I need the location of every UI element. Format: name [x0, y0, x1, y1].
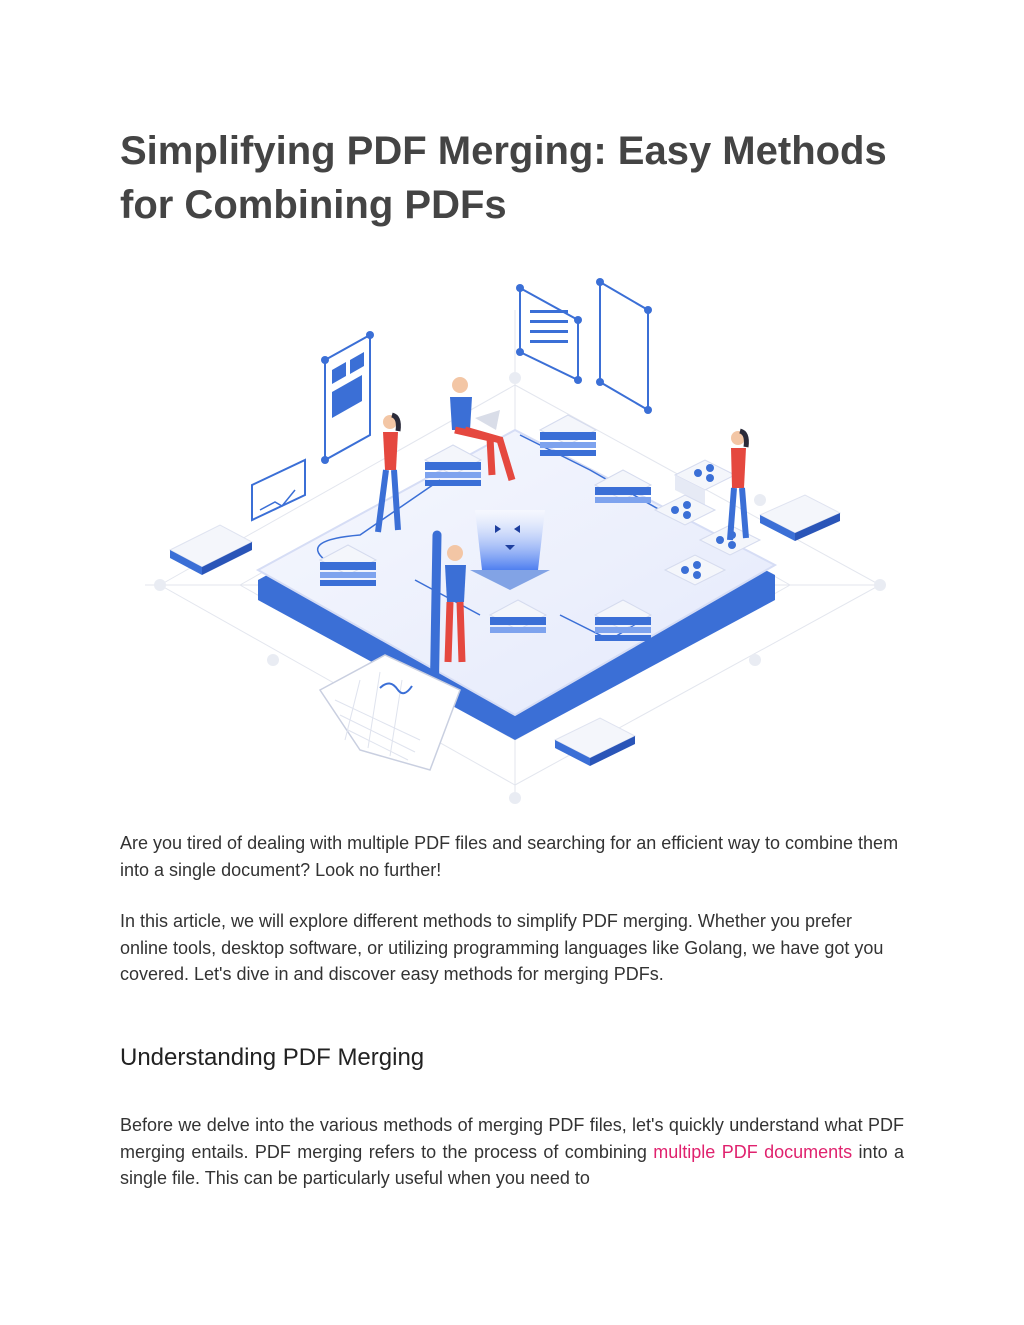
paragraph-text-after-link: into a single file. This can be particularly useful when you need to: [120, 1141, 904, 1188]
intro-paragraph-2: In this article, we will explore different methods to simplify PDF merging. Whether you prefer online tools, desktop software, or utilizing programming languages like Golang, we have got you covered. Let's dive in and discover easy methods for merging PDFs.: [120, 911, 884, 984]
section-heading: Understanding PDF Merging: [120, 1044, 425, 1071]
hero-illustration: [140, 270, 900, 810]
page-title: Simplifying PDF Merging: Easy Methods for Combining PDFs: [120, 129, 887, 227]
intro-paragraph-1: Are you tired of dealing with multiple PDF files and searching for an efficient way to combine them into a single document? Look no further!: [120, 833, 899, 880]
multiple-pdf-documents-link[interactable]: multiple PDF documents: [653, 1141, 853, 1162]
section-paragraph-1: [120, 1112, 904, 1192]
pdf-merging-illustration-icon: [140, 270, 900, 810]
paragraph-text-before-link: Before we delve into the various methods of merging PDF files, let's quickly understand what PDF merging entails. PDF merging refers to the process of combining: [120, 1115, 904, 1162]
